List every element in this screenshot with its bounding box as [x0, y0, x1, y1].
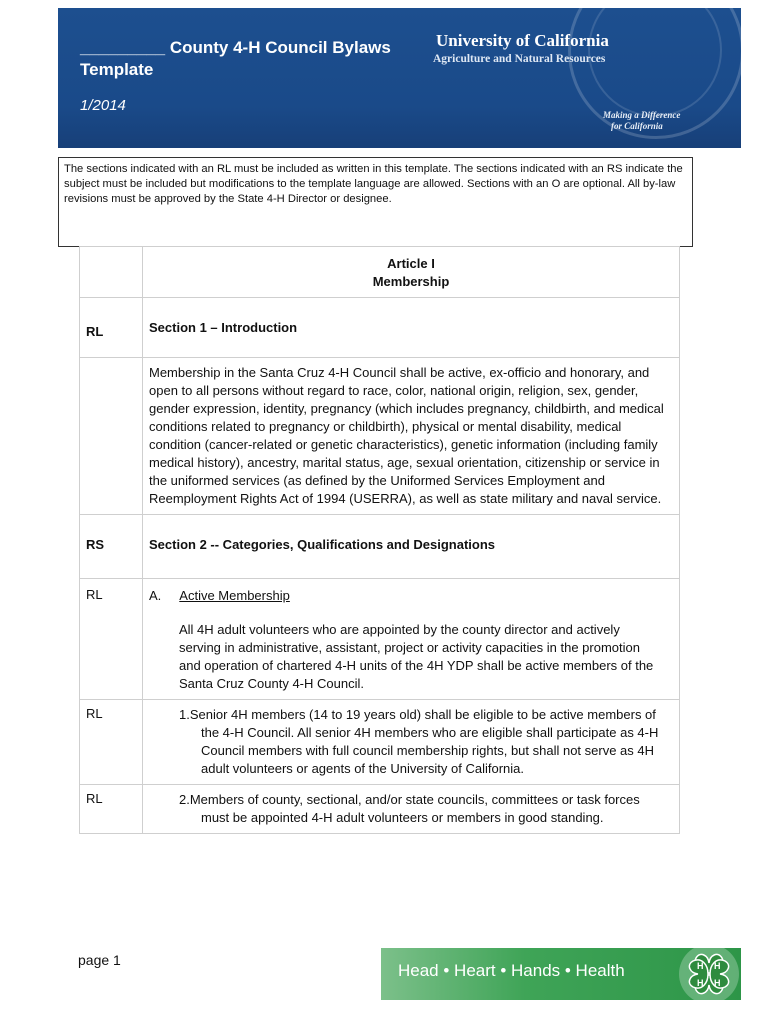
document-date: 1/2014 — [80, 97, 126, 114]
article-number: Article I — [387, 256, 435, 271]
document-page — [58, 8, 741, 1000]
subsection-label: Active Membership — [179, 588, 290, 603]
subsection-code: RL — [80, 579, 143, 700]
subsection-heading — [149, 587, 665, 605]
article-title: Membership — [372, 274, 450, 289]
header-banner — [58, 8, 741, 148]
item-code: RL — [80, 700, 143, 785]
subsection-letter: A. — [149, 588, 162, 603]
org-name: University of California — [436, 31, 609, 50]
list-item — [143, 700, 680, 785]
tagline-line2: for California — [611, 121, 663, 131]
footer-slogan: Head • Heart • Hands • Health — [398, 961, 625, 980]
empty-code-cell — [80, 247, 143, 298]
document-title: _________ County 4-H Council Bylaws — [80, 38, 391, 57]
list-item-row — [80, 700, 680, 785]
article-row — [80, 247, 680, 298]
item-text: 2.Members of county, sectional, and/or state councils, committees or task forces must be appointed 4-H adult volunteers or members in good standing. — [179, 792, 640, 825]
svg-text:H: H — [697, 978, 704, 988]
section-row — [80, 298, 680, 358]
section-row — [80, 515, 680, 579]
document-title-line2: Template — [80, 60, 154, 79]
tagline — [603, 110, 680, 132]
page-number: page 1 — [78, 952, 121, 968]
4h-clover-icon — [678, 943, 740, 1005]
section-code: RL — [80, 298, 143, 358]
section-title: Section 1 – Introduction — [143, 298, 680, 358]
subsection-text: All 4H adult volunteers who are appointed by the county director and actively serving in administrative, assistant, project or activity capacities in the promotion and operation of chartered 4-H units of the 4H YDP shall be active members of the Santa Cruz County 4-H Council. — [179, 622, 654, 691]
tagline-line1: Making a Difference — [603, 110, 681, 120]
section-code: RS — [80, 515, 143, 579]
subsection-body — [143, 579, 680, 700]
list-item — [143, 785, 680, 834]
instructions-box: The sections indicated with an RL must be included as written in this template. The sections indicated with an RS indicate the subject must be included but modifications to the template language are allowed. Sections with an O are optional. All by-law revisions must be approved by the State 4-H Director or designee. — [58, 157, 693, 247]
svg-text:H: H — [714, 961, 721, 971]
org-dept: Agriculture and Natural Resources — [433, 53, 606, 65]
svg-text:H: H — [697, 961, 704, 971]
item-code: RL — [80, 785, 143, 834]
section-body: Membership in the Santa Cruz 4-H Council shall be active, ex-officio and honorary, and open to all persons without regard to race, color, national origin, religion, sex, gender, gender expression, identity, pregnancy (which includes pregnancy, childbirth, and medical conditions related to pregnancy or childbirth), physical or mental disability, medical condition (cancer-related or genetic characteristics), genetic information (including family medical history), ancestry, marital status, age, sexual orientation, citizenship or service in the uniformed services (as defined by the Uniformed Services Employment and Reemployment Rights Act of 1994 (USERRA), as well as state military and naval service. — [143, 358, 680, 515]
list-item-row — [80, 785, 680, 834]
section-title: Section 2 -- Categories, Qualifications and Designations — [143, 515, 680, 579]
section-body-row — [80, 358, 680, 515]
bylaws-table — [79, 246, 680, 834]
empty-code-cell — [80, 358, 143, 515]
svg-text:H: H — [714, 978, 721, 988]
subsection-row — [80, 579, 680, 700]
item-text: 1.Senior 4H members (14 to 19 years old) shall be eligible to be active members of the 4-H Council. All senior 4H members who are eligible shall participate as 4-H Council members with full council membership rights, but shall not serve as 4H adult volunteers or agents of the University of California. — [179, 707, 659, 776]
article-heading — [143, 247, 680, 298]
